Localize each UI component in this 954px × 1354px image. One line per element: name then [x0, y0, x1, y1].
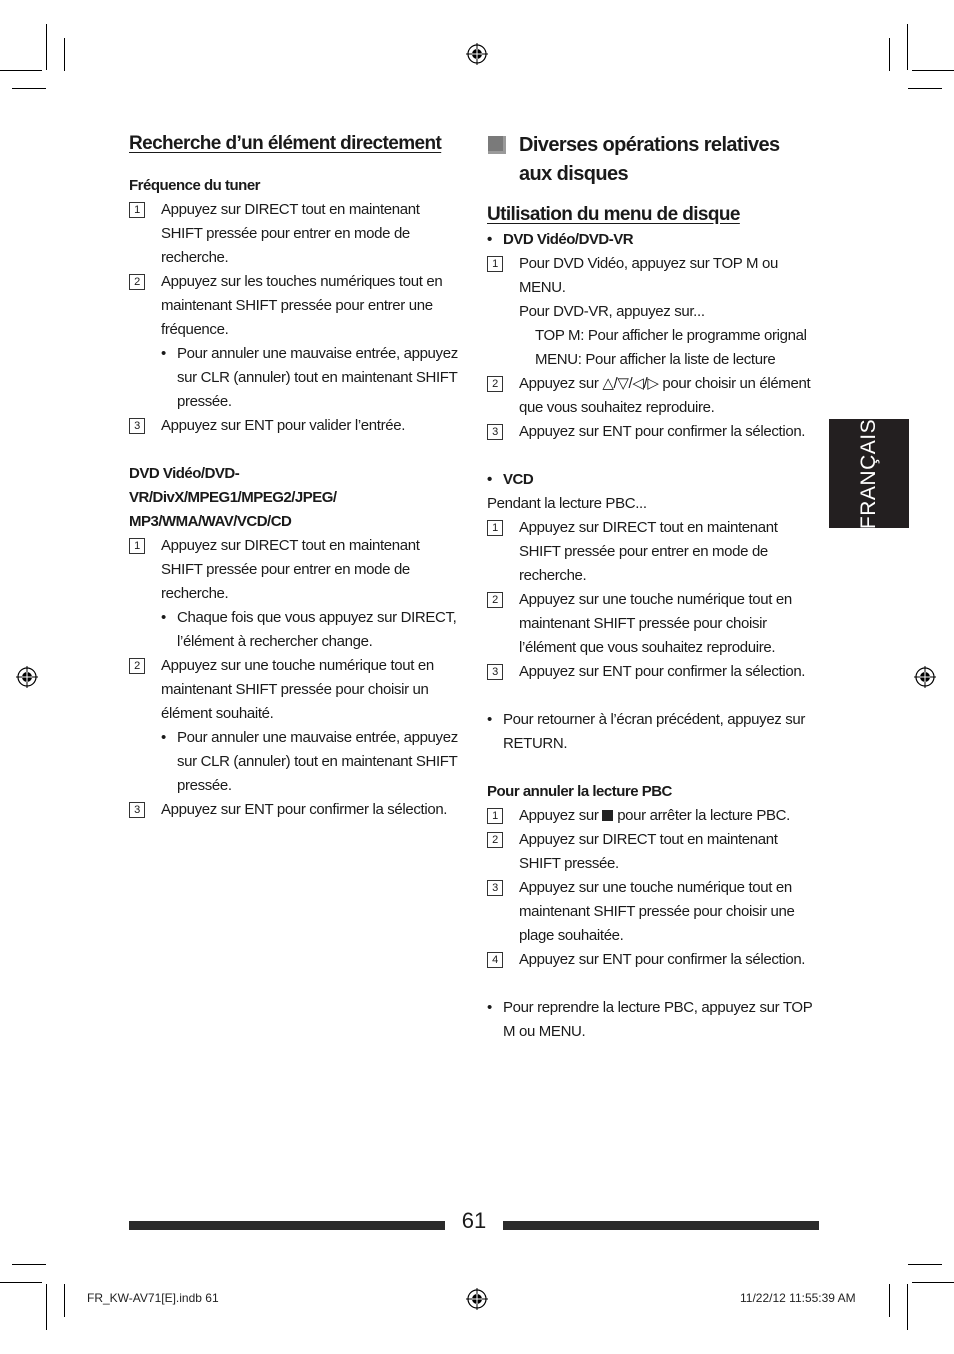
step-text: pour arrêter la lecture PBC.: [617, 807, 790, 824]
step-text: Appuyez sur ENT pour confirmer la sélection.: [519, 423, 806, 440]
step-number: 3: [487, 664, 503, 680]
bullet-note: [487, 996, 817, 1044]
step-number: 1: [487, 256, 503, 272]
step-number: 1: [487, 808, 503, 824]
crop-mark: [907, 1284, 908, 1330]
step-item: [129, 414, 464, 438]
step-text: Appuyez sur DIRECT tout en maintenant SHIFT pressée pour entrer en mode de recherche.: [161, 537, 420, 602]
crop-mark: [912, 1282, 954, 1283]
step-subtext: MENU: Pour afficher la liste de lecture: [535, 351, 776, 368]
step-text: Appuyez sur une touche numérique tout en maintenant SHIFT pressée pour choisir un élément souhaité.: [161, 657, 434, 722]
language-tab-label: FRANÇAIS: [857, 418, 880, 529]
step-number: 3: [487, 424, 503, 440]
crop-mark: [12, 1264, 46, 1265]
step-text: Pour DVD Vidéo, appuyez sur TOP M ou MENU.: [519, 255, 778, 296]
crop-mark: [0, 70, 42, 71]
step-number: 2: [487, 376, 503, 392]
step-item: [487, 948, 817, 972]
step-subtext: TOP M: Pour afficher le programme orignal: [535, 327, 807, 344]
bullet-text: Pour annuler une mauvaise entrée, appuyez sur CLR (annuler) tout en maintenant SHIFT pressée.: [177, 729, 458, 794]
step-text: Appuyez sur: [519, 375, 599, 392]
step-item: [487, 588, 817, 660]
registration-mark-icon: [466, 43, 488, 65]
bullet-title-text: DVD Vidéo/DVD-VR: [503, 231, 634, 248]
step-item: [129, 534, 464, 606]
print-file-name: FR_KW-AV71[E].indb 61: [87, 1291, 219, 1305]
footer-bar-right: [503, 1221, 819, 1230]
section-heading: Diverses opérations relatives aux disques: [519, 134, 780, 185]
step-text: Appuyez sur les touches numériques tout en maintenant SHIFT pressée pour entrer une fréquence.: [161, 273, 443, 338]
footer-bar-left: [129, 1221, 445, 1230]
bullet-note: [487, 708, 817, 756]
registration-mark-icon: [466, 1288, 488, 1310]
crop-mark: [907, 24, 908, 70]
bullet-text: Pour annuler une mauvaise entrée, appuyez sur CLR (annuler) tout en maintenant SHIFT pressée.: [177, 345, 458, 410]
step-item: [129, 198, 464, 270]
arrow-keys-icon: △/▽/◁/▷: [602, 375, 659, 392]
crop-mark: [908, 1264, 942, 1265]
crop-mark: [908, 88, 942, 89]
step-item: [487, 876, 817, 948]
step-number: 4: [487, 952, 503, 968]
crop-mark: [46, 1284, 47, 1330]
registration-mark-icon: [914, 666, 936, 688]
bullet-title-text: VCD: [503, 471, 534, 488]
crop-mark: [0, 1282, 42, 1283]
crop-mark: [12, 88, 46, 89]
step-item: [487, 252, 817, 372]
step-text: Appuyez sur ENT pour valider l’entrée.: [161, 417, 406, 434]
step-item: [487, 516, 817, 588]
step-item: [487, 420, 817, 444]
subsection-heading: Utilisation du menu de disque: [487, 204, 740, 225]
step-number: 2: [129, 658, 145, 674]
step-text: Appuyez sur DIRECT tout en maintenant SHIFT pressée pour entrer en mode de recherche.: [161, 201, 420, 266]
crop-mark: [889, 1284, 890, 1317]
bullet-note: [161, 342, 464, 414]
step-text: Appuyez sur ENT pour confirmer la sélection.: [161, 801, 448, 818]
step-item: [487, 828, 817, 876]
section-heading: Recherche d’un élément directement: [129, 133, 442, 154]
language-tab: [829, 419, 909, 528]
step-text: Appuyez sur ENT pour confirmer la sélection.: [519, 663, 806, 680]
step-number: 3: [487, 880, 503, 896]
bullet-text: Pour retourner à l’écran précédent, appuyez sur RETURN.: [503, 711, 806, 752]
bullet-note: [161, 726, 464, 798]
step-item: [129, 798, 464, 822]
step-number: 3: [129, 802, 145, 818]
step-item: [129, 270, 464, 342]
crop-mark: [912, 70, 954, 71]
step-text: Appuyez sur: [519, 807, 599, 824]
bullet-note: [161, 606, 464, 654]
step-text: pour choisir un élément que vous souhaitez reproduire.: [519, 375, 811, 416]
bullet-text: Pour reprendre la lecture PBC, appuyez sur TOP M ou MENU.: [503, 999, 813, 1040]
intro-text: Pendant la lecture PBC...: [487, 495, 647, 512]
registration-mark-icon: [16, 666, 38, 688]
subsection-title: Pour annuler la lecture PBC: [487, 783, 672, 800]
right-column: [487, 131, 817, 1044]
bullet-title: [487, 228, 817, 252]
step-number: 2: [487, 832, 503, 848]
step-text: Appuyez sur une touche numérique tout en maintenant SHIFT pressée pour choisir une plage souhaitée.: [519, 879, 795, 944]
bullet-text: Chaque fois que vous appuyez sur DIRECT, l’élément à rechercher change.: [177, 609, 457, 650]
step-number: 1: [129, 538, 145, 554]
stop-icon: [602, 810, 613, 821]
subsection-title: Fréquence du tuner: [129, 177, 261, 194]
step-text: Appuyez sur une touche numérique tout en maintenant SHIFT pressée pour choisir l’élément que vous souhaitez reproduire.: [519, 591, 792, 656]
step-text: Pour DVD-VR, appuyez sur...: [519, 303, 705, 320]
subsection-title: DVD Vidéo/DVD-VR/DivX/MPEG1/MPEG2/JPEG/ MP3/WMA/WAV/VCD/CD: [129, 465, 337, 530]
step-text: Appuyez sur DIRECT tout en maintenant SHIFT pressée.: [519, 831, 778, 872]
crop-mark: [64, 38, 65, 71]
step-item: [487, 660, 817, 684]
bullet-title: [487, 468, 817, 492]
step-number: 2: [129, 274, 145, 290]
crop-mark: [46, 24, 47, 70]
step-text: Appuyez sur DIRECT tout en maintenant SHIFT pressée pour entrer en mode de recherche.: [519, 519, 778, 584]
step-item: [487, 372, 817, 420]
step-text: Appuyez sur ENT pour confirmer la sélection.: [519, 951, 806, 968]
page-number: 61: [461, 1208, 487, 1233]
step-item: [487, 804, 817, 828]
step-item: [129, 654, 464, 726]
crop-mark: [64, 1284, 65, 1317]
step-number: 1: [129, 202, 145, 218]
step-number: 2: [487, 592, 503, 608]
step-number: 3: [129, 418, 145, 434]
left-column: [129, 130, 464, 822]
crop-mark: [889, 38, 890, 71]
step-number: 1: [487, 520, 503, 536]
print-timestamp: 11/22/12 11:55:39 AM: [740, 1291, 856, 1305]
